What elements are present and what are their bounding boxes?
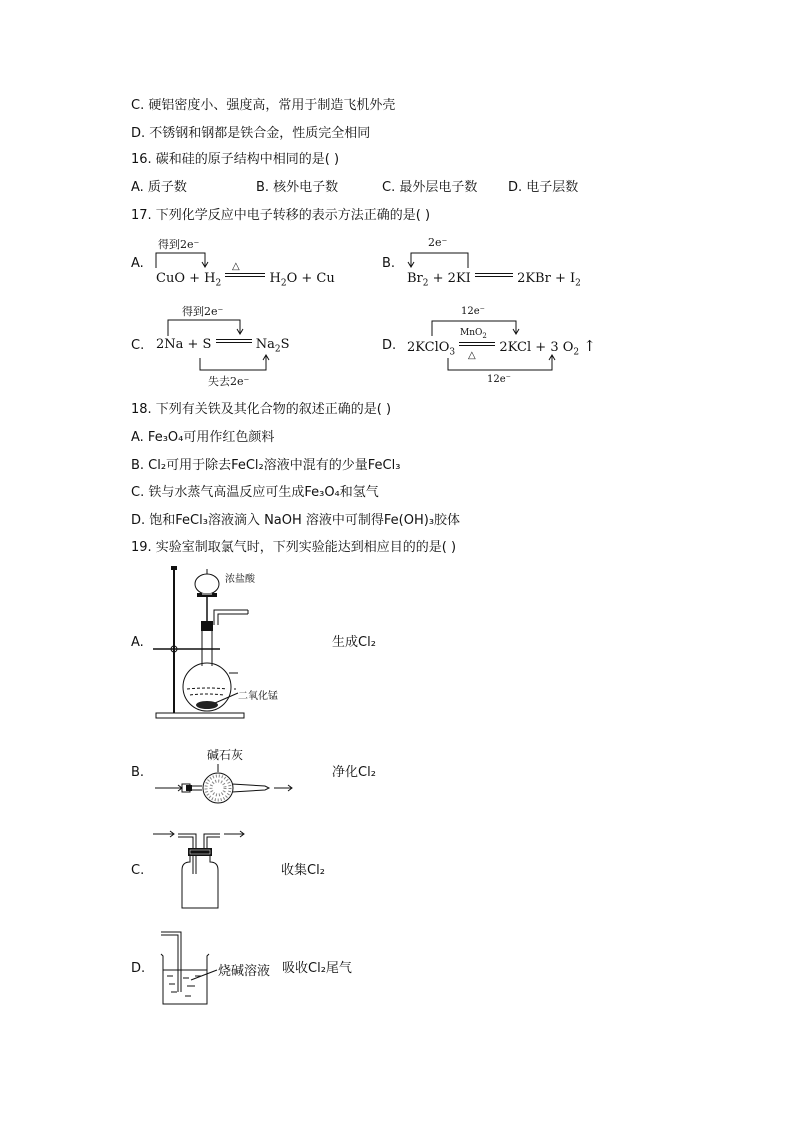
q17-c-equation: 2Na + S $Na_2S$ — [156, 337, 290, 355]
q17-a-equation: CuO + $H_2$ $H_2O + Cu$ — [156, 271, 335, 289]
q16-stem: 16. 碳和硅的原子结构中相同的是( ) — [131, 152, 340, 167]
q18-option-b: B. Cl₂可用于除去FeCl₂溶液中混有的少量FeCl₃ — [131, 458, 401, 473]
q19-a-label-acid: 浓盐酸 — [225, 574, 255, 585]
q16-option-b: B. 核外电子数 — [256, 180, 339, 195]
q19-c-apparatus — [150, 826, 250, 914]
q19-d-apparatus — [155, 926, 225, 1008]
q17-c-bottom-label: 失去2e⁻ — [208, 375, 250, 388]
q17-b-top-label: 2e⁻ — [428, 236, 448, 249]
q17-a-heat: △ — [232, 261, 240, 272]
q17-b-letter: B. — [382, 256, 396, 271]
q18-option-a: A. Fe₃O₄可用作红色颜料 — [131, 430, 275, 445]
q19-d-caption: 吸收Cl₂尾气 — [282, 961, 352, 976]
q19-b-label-lime: 碱石灰 — [207, 748, 244, 762]
q17-a-top-label: 得到2e⁻ — [158, 238, 200, 251]
q17-b-equation: $Br_2 + 2KI$ $2KBr + I_2$ — [407, 271, 581, 289]
q15-option-c: C. 硬铝密度小、强度高，常用于制造飞机外壳 — [131, 98, 396, 113]
q19-b-apparatus — [150, 760, 300, 800]
q17-d-heat: △ — [468, 350, 476, 361]
q19-c-letter: C. — [131, 863, 145, 878]
q17-b-arrow — [405, 250, 475, 270]
q17-stem: 17. 下列化学反应中电子转移的表示方法正确的是( ) — [131, 208, 431, 223]
q17-c-letter: C. — [131, 338, 145, 353]
q17-a-letter: A. — [131, 256, 144, 271]
q19-c-caption: 收集Cl₂ — [281, 863, 325, 878]
q18-option-d: D. 饱和FeCl₃溶液滴入 NaOH 溶液中可制得Fe(OH)₃胶体 — [131, 513, 461, 528]
q17-c-top-label: 得到2e⁻ — [182, 305, 224, 318]
q19-a-letter: A. — [131, 635, 144, 650]
q17-d-equation: 2KClO$_3$ 2KCl + 3 $O_2$ ↑ — [407, 337, 596, 358]
q19-d-label-naoh: 烧碱溶液 — [218, 964, 271, 979]
q17-a-arrow — [150, 250, 220, 270]
q18-option-c: C. 铁与水蒸气高温反应可生成Fe₃O₄和氢气 — [131, 485, 379, 500]
q19-b-letter: B. — [131, 765, 145, 780]
q19-stem: 19. 实验室制取氯气时，下列实验能达到相应目的的是( ) — [131, 540, 457, 555]
q17-d-catalyst: MnO$_2$ — [460, 328, 487, 340]
q19-d-letter: D. — [131, 961, 146, 976]
q19-b-caption: 净化Cl₂ — [332, 765, 376, 780]
q19-a-label-mno2: 二氧化锰 — [238, 691, 278, 702]
q16-option-c: C. 最外层电子数 — [382, 180, 478, 195]
q16-option-d: D. 电子层数 — [508, 180, 579, 195]
q18-stem: 18. 下列有关铁及其化合物的叙述正确的是( ) — [131, 402, 392, 417]
q17-d-bottom-label: 12e⁻ — [487, 374, 511, 385]
q16-option-a: A. 质子数 — [131, 180, 187, 195]
q17-d-letter: D. — [382, 338, 397, 353]
q17-d-top-label: 12e⁻ — [461, 306, 485, 317]
q15-option-d: D. 不锈钢和钢都是铁合金，性质完全相同 — [131, 126, 371, 141]
q19-a-caption: 生成Cl₂ — [332, 635, 376, 650]
